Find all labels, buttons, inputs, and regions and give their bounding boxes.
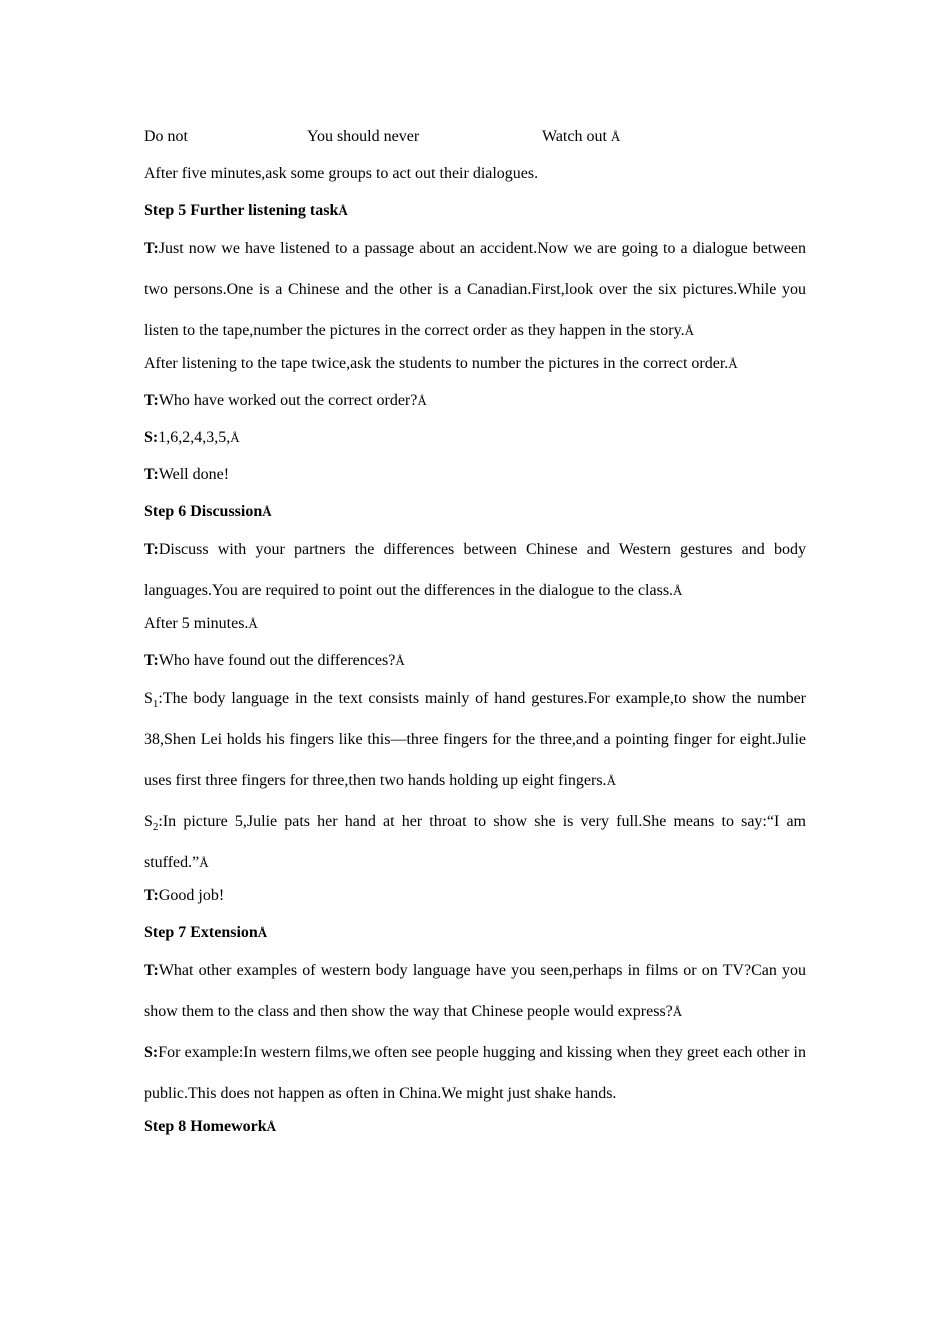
step-heading: Step 5 Further listening taskÅ	[144, 202, 348, 219]
step-heading: Step 8 HomeworkÅ	[144, 1118, 277, 1135]
phrase-should-never: You should never	[307, 128, 420, 145]
teacher-line: T:Good job!	[144, 887, 225, 904]
paragraph: After five minutes,ask some groups to act out their dialogues.	[144, 165, 539, 182]
teacher-line: T:Just now we have listened to a passage about an accident.Now we are going to a dialogue between two persons.One is a Chinese and the other is a Canadian.First,look over the six pictures.While you listen to the tape,number the pictures in the correct order as they happen in the story.Å	[144, 240, 806, 339]
step-heading: Step 6 DiscussionÅ	[144, 503, 272, 520]
teacher-line: T:Who have found out the differences?Å	[144, 652, 405, 669]
student-line: S:1,6,2,4,3,5,Å	[144, 429, 240, 446]
teacher-line: T:Well done!	[144, 466, 230, 483]
student-line: $S_2:In$ picture 5,Julie pats her hand at her throat to show she is very full.She means to say:“I am stuffed.”Å	[144, 813, 806, 871]
phrase-watch-out: Watch out Å	[542, 128, 621, 145]
document-body	[144, 124, 806, 1151]
student-line: S:For example:In western films,we often see people hugging and kissing when they greet each other in public.This does not happen as often in China.We might just shake hands.	[144, 1044, 806, 1102]
teacher-line: T:What other examples of western body language have you seen,perhaps in films or on TV?Can you show them to the class and then show the way that Chinese people would express?Å	[144, 962, 806, 1020]
teacher-line: T:Who have worked out the correct order?Å	[144, 392, 427, 409]
phrase-do-not: Do not	[144, 128, 188, 145]
step-heading: Step 7 ExtensionÅ	[144, 924, 268, 941]
teacher-line: T:Discuss with your partners the differences between Chinese and Western gestures and body languages.You are required to point out the differences in the dialogue to the class.Å	[144, 541, 806, 599]
paragraph: After listening to the tape twice,ask the students to number the pictures in the correct order.Å	[144, 355, 738, 372]
phrase-row	[144, 124, 806, 161]
paragraph: After 5 minutes.Å	[144, 615, 258, 632]
student-line: $S_1:The$ body language in the text consists mainly of hand gestures.For example,to show the number 38,Shen Lei holds his fingers like this—three fingers for the three,and a pointing finger for eight.Julie uses first three fingers for three,then two hands holding up eight fingers.Å	[144, 690, 806, 789]
